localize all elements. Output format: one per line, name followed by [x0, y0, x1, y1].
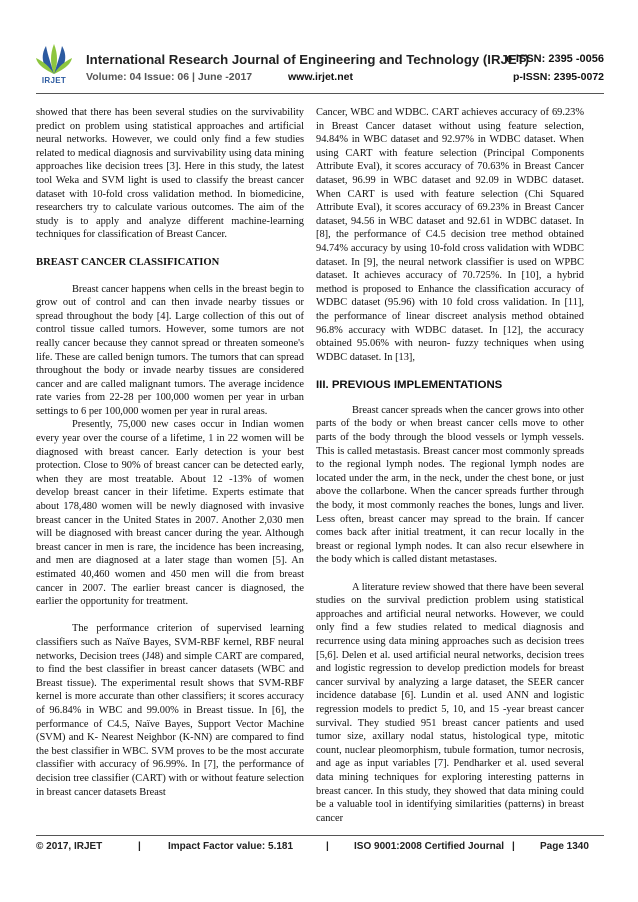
footer-impact-factor: Impact Factor value: 5.181	[168, 841, 294, 852]
pissn: p-ISSN: 2395-0072	[512, 71, 604, 83]
right-paragraph-2: Breast cancer spreads when the cancer grows into other parts of the body or when breast cancer cells move to other parts of the body through the blood vessels or lymph vessels. This is called metastasis. Breast cancer most commonly spreads to the regional lymph nodes. The regional lymph nodes are located under the arm, in the neck, under the chest bone, or just above the collarbone. When the cancer spreads further through the body, it most commonly reaches the bones, lungs and liver. Less often, breast cancer may spread to the brain. If cancer comes back after initial treatment, it can recur locally in the breast or regional lymph nodes. It can also recur elsewhere in the body which is called distant metastases.	[316, 404, 584, 566]
journal-title: International Research Journal of Engineering and Technology (IRJET)	[86, 52, 530, 67]
right-paragraph-3: A literature review showed that there have been several studies on the survival prediction problem using statistical approaches and artificial neural networks. However, we could only find a few studies related to medical diagnosis and recurrence using data mining approaches such as decision trees [5,6]. Delen et al. used artificial neural networks, decision trees and logistic regression to develop prediction models for breast cancer survival by analyzing a large dataset, the SEER cancer incidence database [6]. Lundin et al. used ANN and logistic regression models to predict 5, 10, and 15 -year breast cancer survival. They studied 951 breast cancer patients and used tumor size, axillary nodal status, histological type, mitotic count, nuclear pleomorphism, tubule formation, tumor necrosis, and age as input variables [7]. Pendharker et al. used several data mining techniques for exploring interesting patterns in breast cancer. In this study, they showed that data mining could be a valuable tool in identifying similarities (patterns) in breast cancer	[316, 581, 584, 824]
footer-divider	[36, 835, 604, 836]
section-heading-previous-implementations: III. PREVIOUS IMPLEMENTATIONS	[316, 378, 503, 391]
right-paragraph-1: Cancer, WBC and WDBC. CART achieves accuracy of 69.23% in Breast Cancer dataset without using feature selection, 94.84% in WBC dataset and 92.97% in WDBC dataset. When using CART with feature selection (Principal Components Attribute Eval), it scores accuracy of 70.63% in Breast Cancer dataset, 96.99 in WBC dataset and 92.09 in WDBC dataset. When CART is used with feature selection (Chi Squared Attribute Eval), it scores accuracy of 69.23% in Breast Cancer dataset, 94.56 in WBC dataset and 92.61 in WDBC dataset. In [8], the performance of C4.5 decision tree method obtained 94.74% accuracy by using 10-fold cross validation with WDBC dataset. In [9], the neural network classifier is used on WPBC dataset. It achieves accuracy of 70.725%. In [10], a hybrid method is proposed to Enhance the classification accuracy of WDBC dataset (95.96) with 10 fold cross validation. In [11], the performance of linear discreet analysis method obtained 96.8% accuracy with WDBC dataset. In [12], the accuracy obtained 95.06% with neuron- fuzzy techniques when using WDBC dataset. In [13],	[316, 107, 584, 363]
logo-text: IRJET	[41, 76, 67, 85]
page-footer	[36, 841, 604, 857]
footer-copyright: © 2017, IRJET	[36, 841, 103, 852]
volume-issue: Volume: 04 Issue: 06 | June -2017	[86, 71, 253, 83]
journal-website-link[interactable]: www.irjet.net	[288, 71, 353, 83]
irjet-logo	[36, 44, 72, 88]
left-paragraph-3: Presently, 75,000 new cases occur in Indian women every year over the course of a lifetime, 1 in 22 women will be diagnosed with breast cancer. Early detection is your best protection. Close to 90% of breast cancer can be detected early, when they are most treatable. About 12 -13% of women develop breast cancer in their lifetime. Experts estimate that about 178,480 women will be newly diagnosed with invasive breast cancer in the United States in 2007. Another 2,030 men will be diagnosed with breast cancer during the year. Although breast cancer in men is rare, the incidence has been increasing, and men are diagnosed at a later stage than women [5]. An estimated 40,460 women and 450 men will die from breast cancer in 2007. The earlier breast cancer is diagnosed, the earlier the opportunity for treatment.	[36, 419, 304, 608]
left-paragraph-2: Breast cancer happens when cells in the breast begin to grow out of control and can then invade nearby tissues or spread throughout the body [4]. Large collection of this out of control tissue called tumors. However, some tumors are not really cancer because they cannot spread or threaten someone's life. These are called benign tumors. The tumors that can spread throughout the body or invade nearby tissues are considered cancer and are called malignant tumors. The average incidence rate varies from 22-28 per 100,000 women per year in urban settings to 6 per 100,000 women per year in rural areas.	[36, 283, 304, 417]
footer-separator: |	[512, 841, 515, 852]
journal-header	[36, 44, 604, 90]
footer-separator: |	[326, 841, 329, 852]
left-paragraph-1: showed that there has been several studies on the survivability predict on problem using statistical approaches and artificial neural networks. However, we could only find a few studies related to medical diagnosis and survivability using data mining approaches like decision trees [3]. Here in this study, the latest tool Weka and SVM light is used to classify the breast cancer dataset with 10-fold cross validation method. In biomedicine, researchers try to calculate various outcomes. The aim of the study is to apply and analyze different machine-learning techniques for classification of Breast Cancer.	[36, 107, 304, 241]
right-column	[316, 106, 584, 839]
footer-page-number: Page 1340	[540, 841, 589, 852]
footer-separator: |	[138, 841, 141, 852]
left-paragraph-4: The performance criterion of supervised learning classifiers such as Naïve Bayes, SVM-RBF kernel, RBF neural networks, Decision trees (J48) and simple CART are compared, to find the best classifier in breast cancer datasets (WBC and Breast tissue). The experimental result shows that SVM-RBF kernel is more accurate than other classifiers; it scores accuracy of 96.84% in WBC and 99.00% in Breast tissue. In [6], the performance of C4.5, Naïve Bayes, Support Vector Machine (SVM) and K- Nearest Neighbor (K-NN) are compared to find the best classifier in WBC. SVM proves to be the most accurate classifier with accuracy of 96.99%. In [7], the performance of decision tree classifier (CART) with or without feature selection in breast cancer datasets Breast	[36, 623, 304, 798]
section-heading-classification: BREAST CANCER CLASSIFICATION	[36, 256, 220, 268]
header-divider	[36, 93, 604, 94]
eissn: e-ISSN: 2395 -0056	[506, 53, 604, 65]
left-column	[36, 106, 304, 813]
footer-iso: ISO 9001:2008 Certified Journal	[354, 841, 505, 852]
